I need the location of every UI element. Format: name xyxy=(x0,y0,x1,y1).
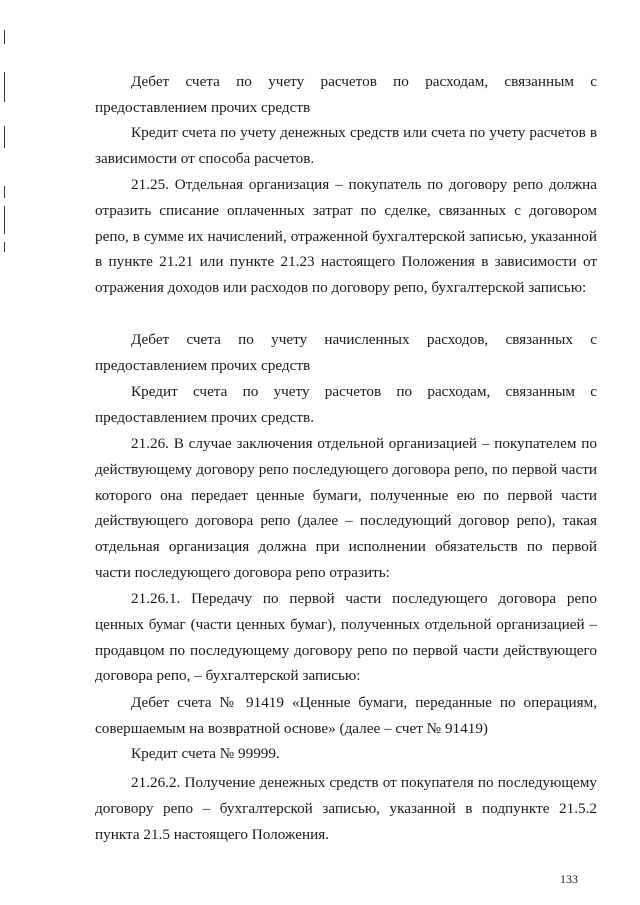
binding-mark xyxy=(4,126,5,148)
paragraph-21-25: 21.25. Отдельная организация – покупатель по договору репо должна отразить списание оплаченных затрат по сделке, связанных с договором репо, в сумме их начислений, отраженной бухгалтерской записью, указанной в пункте 21.21 или пункте 21.23 настоящего Положения в зависимости от отражения доходов или расходов по договору репо, бухгалтерской записью: xyxy=(95,176,597,297)
binding-mark xyxy=(4,186,5,198)
paragraph-debit-expenses: Дебет счета по учету расчетов по расходам, связанным с предоставлением прочих средств xyxy=(95,73,597,116)
binding-mark xyxy=(4,242,5,252)
paragraph-credit-99999: Кредит счета № 99999. xyxy=(131,745,280,762)
paragraph-debit-accrued: Дебет счета по учету начисленных расходов, связанных с предоставлением прочих средств xyxy=(95,331,597,374)
binding-mark xyxy=(4,30,5,44)
paragraph-credit-cash: Кредит счета по учету денежных средств или счета по учету расчетов в зависимости от способа расчетов. xyxy=(95,124,597,167)
paragraph-21-26-2: 21.26.2. Получение денежных средств от покупателя по последующему договору репо – бухгалтерской записью, указанной в подпункте 21.5.2 пункта 21.5 настоящего Положения. xyxy=(95,774,597,843)
paragraph-21-26-1: 21.26.1. Передачу по первой части последующего договора репо ценных бумаг (части ценных бумаг), полученных отдельной организацией – продавцом по последующему договору репо по первой части действующего договора репо, – бухгалтерской записью: xyxy=(95,590,597,685)
paragraph-credit-settlements: Кредит счета по учету расчетов по расходам, связанным с предоставлением прочих средств. xyxy=(95,383,597,426)
binding-mark xyxy=(4,206,5,234)
binding-mark xyxy=(4,72,5,102)
page-number: 133 xyxy=(560,872,578,886)
paragraph-21-26: 21.26. В случае заключения отдельной организацией – покупателем по действующему договору репо последующего договора репо, по первой части которого она передает ценные бумаги, полученные ею по первой части действующего договора репо (далее – последующий договор репо), такая отдельная организация должна при исполнении обязательств по первой части последующего договора репо отразить: xyxy=(95,435,597,581)
paragraph-debit-91419: Дебет счета № 91419 «Ценные бумаги, переданные по операциям, совершаемым на возвратной основе» (далее – счет № 91419) xyxy=(95,694,597,737)
